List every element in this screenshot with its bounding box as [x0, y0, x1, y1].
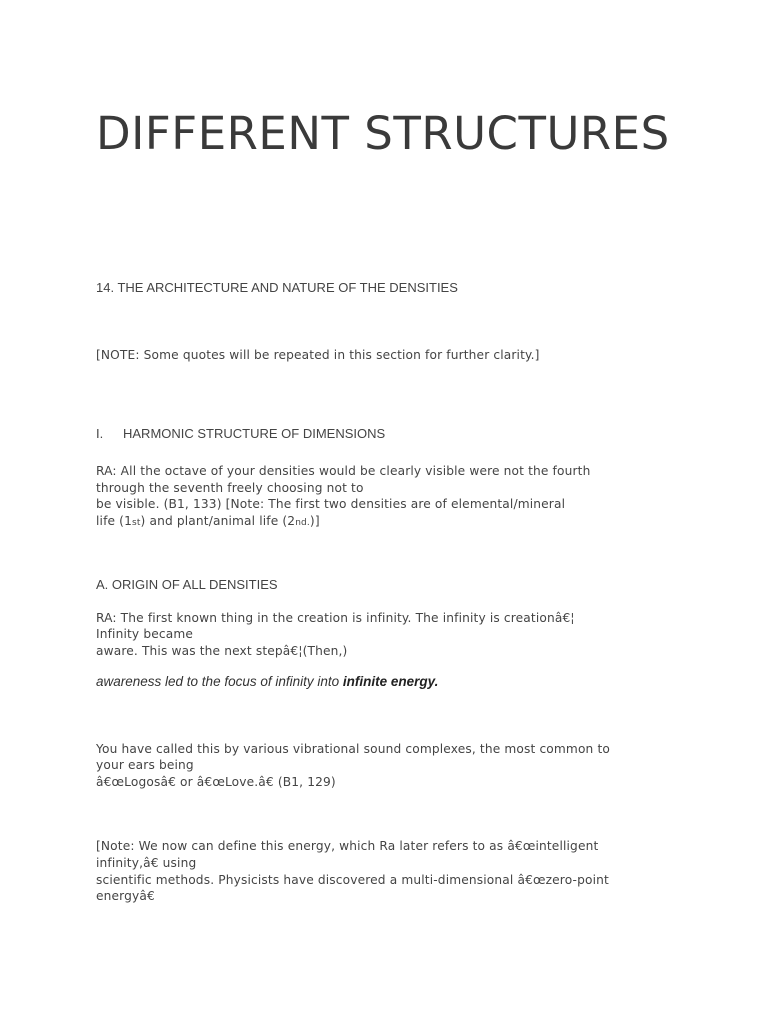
vibrational-paragraph-line: your ears being: [96, 758, 194, 772]
note-two-paragraph-line: scientific methods. Physicists have discovered a multi-dimensional â€œzero-point: [96, 873, 609, 887]
note-two-paragraph-line: [Note: We now can define this energy, which Ra later refers to as â€œintelligent: [96, 839, 599, 853]
harmonic-paragraph-line: be visible. (B1, 133) [Note: The first two densities are of elemental/mineral: [96, 497, 566, 511]
section-heading: 14. THE ARCHITECTURE AND NATURE OF THE DENSITIES: [96, 280, 458, 295]
harmonic-line-part: life (1: [96, 514, 132, 528]
harmonic-paragraph-line: RA: All the octave of your densities would be clearly visible were not the fourth: [96, 464, 591, 478]
harmonic-line-part: ) and plant/animal life (2: [140, 514, 296, 528]
ordinal-suffix: nd.: [295, 518, 310, 528]
harmonic-line-part: )]: [309, 514, 320, 528]
italic-quote-emphasis: infinite energy.: [342, 674, 439, 689]
origin-paragraph-line: RA: The first known thing in the creation is infinity. The infinity is creationâ€¦: [96, 611, 575, 625]
subsection-heading-text: HARMONIC STRUCTURE OF DIMENSIONS: [123, 426, 386, 441]
harmonic-paragraph-line: through the seventh freely choosing not to: [96, 481, 364, 495]
ordinal-suffix: st: [132, 518, 141, 528]
subsection-heading-harmonic: [96, 426, 385, 442]
origin-paragraph-line: aware. This was the next stepâ€¦(Then,): [96, 644, 348, 658]
subsection-numeral: I.: [96, 426, 104, 441]
vibrational-paragraph-line: â€œLogosâ€ or â€œLove.â€ (B1, 129): [96, 775, 336, 789]
italic-quote-text: awareness led to the focus of infinity into: [96, 674, 343, 689]
note-two-paragraph-line: energyâ€: [96, 889, 155, 903]
page-title: DIFFERENT STRUCTURES: [96, 107, 670, 160]
italic-quote-line: [96, 673, 438, 690]
note-two-paragraph-line: infinity,â€ using: [96, 856, 197, 870]
harmonic-paragraph-line: [96, 513, 320, 531]
origin-paragraph-line: Infinity became: [96, 627, 193, 641]
subsection-heading-origin: A. ORIGIN OF ALL DENSITIES: [96, 577, 278, 592]
note-paragraph: [NOTE: Some quotes will be repeated in this section for further clarity.]: [96, 348, 540, 362]
vibrational-paragraph-line: You have called this by various vibrational sound complexes, the most common to: [96, 742, 610, 756]
